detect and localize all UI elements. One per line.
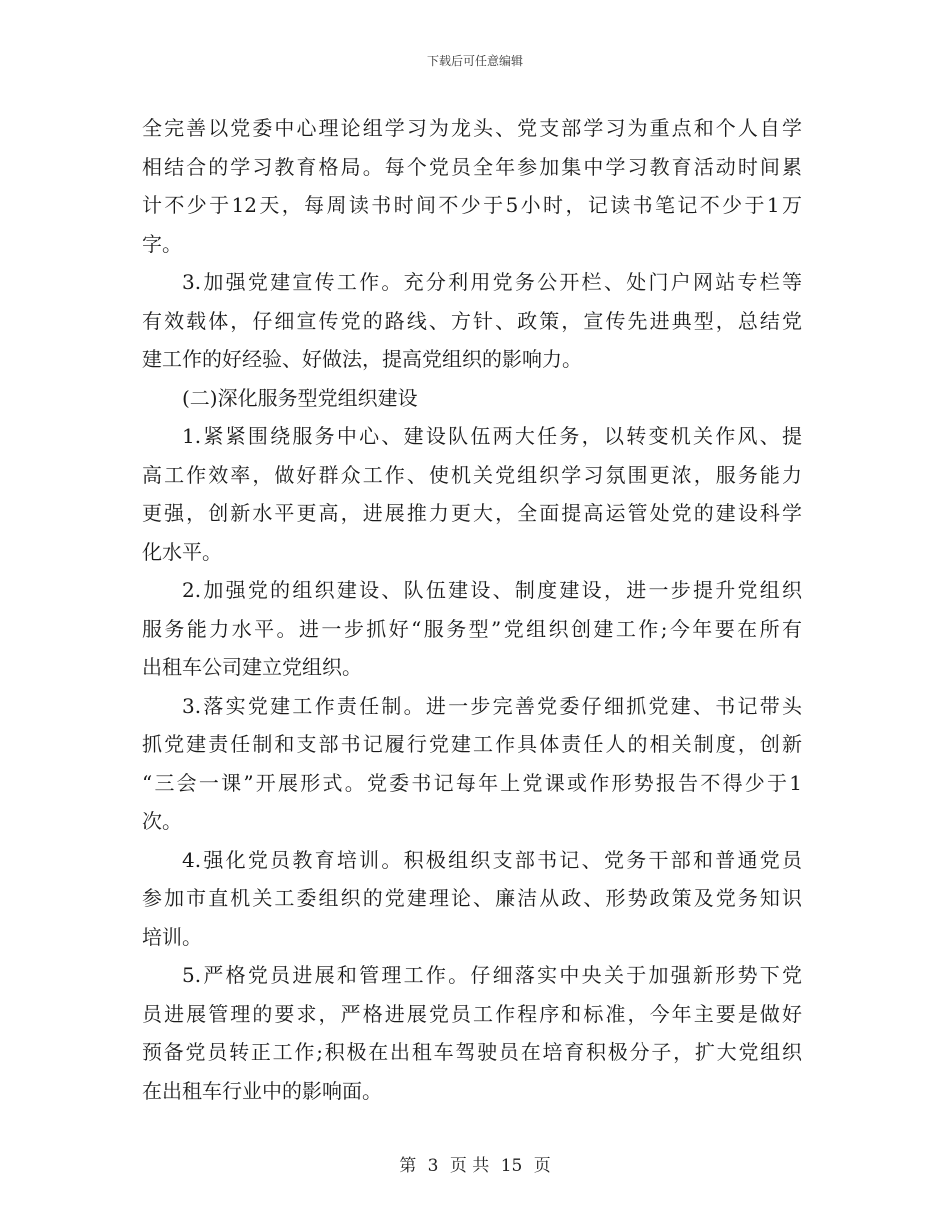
text-line: 计不少于12天，每周读书时间不少于5小时，记读书笔记不少于1万: [142, 193, 802, 217]
footer-prefix: 第: [399, 1156, 417, 1176]
text-line: 预备党员转正工作;积极在出租车驾驶员在培育积极分子，扩大党组织: [142, 1040, 802, 1064]
paragraph: [142, 956, 802, 1110]
text-line: 2.加强党的组织建设、队伍建设、制度建设，进一步提升党组织: [182, 578, 802, 602]
text-line: 3.加强党建宣传工作。充分利用党务公开栏、处门户网站专栏等: [182, 270, 802, 294]
text-line: 3.落实党建工作责任制。进一步完善党委仔细抓党建、书记带头: [182, 693, 802, 718]
paragraph: [142, 263, 802, 379]
text-line: 员进展管理的要求，严格进展党员工作程序和标准，今年主要是做好: [142, 1001, 802, 1026]
text-line: 4.强化党员教育培训。积极组织支部书记、党务干部和普通党员: [182, 847, 802, 872]
footer-page-number: 3: [427, 1156, 439, 1176]
text-line: 在出租车行业中的影响面。: [142, 1078, 382, 1103]
text-line: 参加市直机关工委组织的党建理论、廉洁从政、形势政策及党务知识: [142, 886, 802, 910]
page-header: 下载后可任意编辑: [426, 54, 523, 68]
document-body: [142, 109, 802, 1110]
footer-total-pages: 15: [500, 1156, 523, 1176]
text-line: 化水平。: [142, 539, 222, 564]
text-line: 建工作的好经验、好做法，提高党组织的影响力。: [142, 347, 582, 371]
text-line: (二)深化服务型党组织建设: [182, 385, 418, 410]
text-line: 全完善以党委中心理论组学习为龙头、党支部学习为重点和个人自学: [142, 116, 802, 140]
text-line: 更强，创新水平更高，进展推力更大，全面提高运管处党的建设科学: [142, 501, 802, 525]
text-line: 出租车公司建立党组织。: [142, 655, 362, 679]
paragraph: [142, 109, 802, 263]
text-line: 抓党建责任制和支部书记履行党建工作具体责任人的相关制度，创新: [142, 732, 802, 756]
text-line: 有效载体，仔细宣传党的路线、方针、政策，宣传先进典型，总结党: [142, 308, 802, 333]
text-line: 相结合的学习教育格局。每个党员全年参加集中学习教育活动时间累: [142, 154, 802, 179]
text-line: 服务能力水平。进一步抓好“服务型”党组织创建工作;今年要在所有: [142, 616, 802, 641]
footer-suffix: 页: [533, 1156, 551, 1176]
paragraph: [142, 379, 802, 418]
text-line: 次。: [142, 809, 182, 833]
text-line: 5.严格党员进展和管理工作。仔细落实中央关于加强新形势下党: [182, 963, 802, 987]
text-line: 培训。: [142, 924, 202, 949]
paragraph: [142, 571, 802, 687]
paragraph: [142, 687, 802, 841]
page-footer: [0, 1155, 950, 1177]
text-line: 字。: [142, 231, 182, 256]
footer-middle: 页 共: [449, 1156, 490, 1176]
text-line: 高工作效率，做好群众工作、使机关党组织学习氛围更浓，服务能力: [142, 462, 802, 487]
text-line: 1.紧紧围绕服务中心、建设队伍两大任务，以转变机关作风、提: [182, 424, 802, 448]
text-line: “三会一课”开展形式。党委书记每年上党课或作形势报告不得少于1: [142, 770, 802, 795]
paragraph: [142, 417, 802, 571]
paragraph: [142, 841, 802, 957]
